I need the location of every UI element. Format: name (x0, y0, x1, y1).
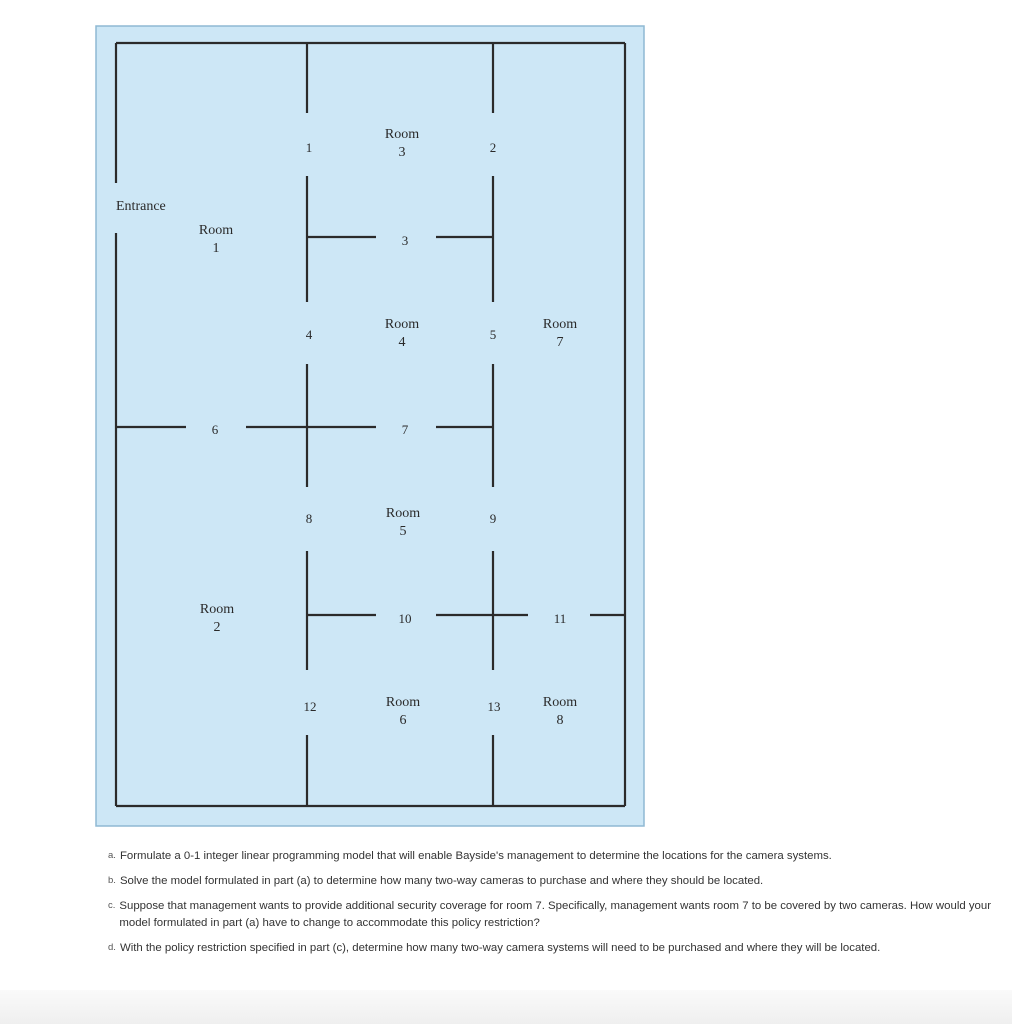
hallway-label-13: 13 (487, 699, 501, 714)
question-letter: c. (108, 900, 116, 912)
question-a (108, 848, 1008, 865)
svg-text:Room: Room (198, 223, 234, 238)
svg-text:Room: Room (384, 317, 420, 332)
question-text: With the policy restriction specified in part (c), determine how many two-way camera systems will need to be purchased and where they will be located. (119, 942, 881, 955)
svg-text:6: 6 (399, 713, 407, 728)
question-d (108, 940, 1008, 957)
svg-text:1: 1 (212, 241, 220, 256)
svg-text:4: 4 (398, 335, 406, 350)
hallway-label-10: 10 (398, 611, 412, 626)
svg-text:Room: Room (542, 695, 578, 710)
question-letter: b. (108, 875, 116, 887)
svg-text:Room: Room (542, 317, 578, 332)
svg-text:8: 8 (556, 713, 564, 728)
question-c (108, 898, 1008, 932)
hallway-label-2: 2 (489, 140, 497, 155)
question-text: Formulate a 0-1 integer linear programming model that will enable Bayside's management to determine the locations for the camera systems. (119, 850, 832, 862)
hallway-label-4: 4 (305, 327, 313, 342)
hallway-label-9: 9 (489, 511, 497, 526)
hallway-label-11: 11 (553, 611, 567, 626)
hallway-label-5: 5 (489, 327, 497, 342)
svg-text:Room: Room (385, 695, 421, 710)
hallway-label-3: 3 (401, 233, 409, 248)
hallway-label-6: 6 (211, 422, 219, 437)
svg-text:3: 3 (398, 145, 406, 160)
question-text: Solve the model formulated in part (a) to determine how many two-way cameras to purchase and where they should be located. (119, 875, 764, 888)
svg-text:Room: Room (384, 127, 420, 142)
svg-text:7: 7 (556, 335, 564, 350)
svg-text:Room: Room (199, 602, 235, 617)
svg-text:5: 5 (399, 524, 407, 539)
hallway-label-7: 7 (401, 422, 409, 437)
page-bottom-bar (0, 990, 1012, 1024)
question-text: Suppose that management wants to provide additional security coverage for room 7. Specifically, management wants room 7 to be covered by two cameras. How would your model formulated in part (a) have to change to accommodate this policy restriction? (119, 900, 992, 930)
entrance-label: Entrance (116, 199, 166, 214)
question-list (108, 848, 1008, 966)
svg-text:2: 2 (213, 620, 221, 635)
question-letter: d. (108, 942, 116, 954)
svg-text:Room: Room (385, 506, 421, 521)
question-b (108, 873, 1008, 890)
hallway-label-12: 12 (303, 699, 317, 714)
question-letter: a. (108, 850, 116, 861)
hallway-label-1: 1 (305, 140, 313, 155)
hallway-label-8: 8 (305, 511, 313, 526)
